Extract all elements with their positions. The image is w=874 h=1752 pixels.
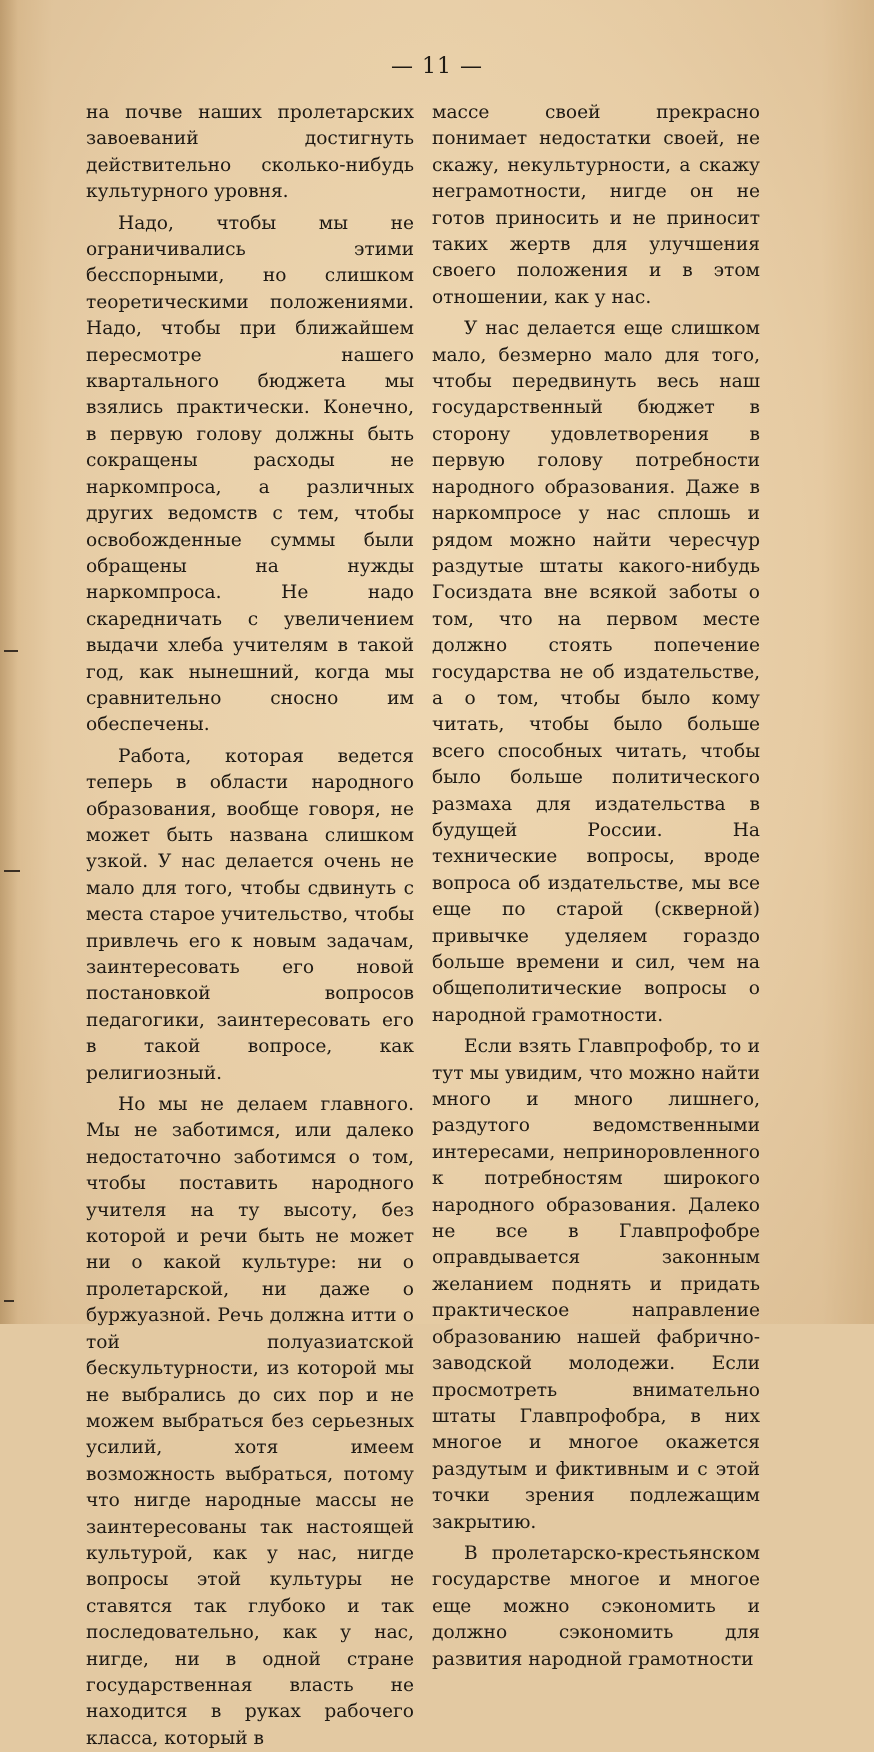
left-paragraph-4: Но мы не делаем главного. Мы не заботимся, или далеко недостаточно заботимся о том, чтобы поставить народного учителя на ту высоту, без которой и речи быть не может ни о какой культуре: ни о пролетарской, ни даже о буржуазной. Речь должна итти о той полуазиатской бескультурности, из которой мы не выбрались до сих пор и не можем выбраться без серьезных усилий, хотя имеем возможность выбраться, потому что нигде народные массы не заинтересованы так настоящей культурой, как у нас, нигде вопросы этой культуры не ставятся так глубоко и так последовательно, как у нас, нигде, ни в одной стране государственная власть не находится в руках рабочего класса, который в xyxy=(86,1094,414,1749)
page-number: — 11 — xyxy=(391,54,483,79)
left-paragraph-2: Надо, чтобы мы не ограничивались этими бесспорными, но слишком теоретическими положениями. Надо, чтобы при ближайшем пересмотре нашего квартального бюджета мы взялись практически. Конечно, в первую голову должны быть сокращены расходы не наркомпроса, а различных других ведомств с тем, чтобы освобожденные суммы были обращены на нужды наркомпроса. Не надо скаредничать с увеличением выдачи хлеба учителям в такой год, как нынешний, когда мы сравнительно сносно им обеспечены. xyxy=(86,212,414,736)
left-column xyxy=(86,100,414,1752)
margin-mark-left-3 xyxy=(4,1300,14,1302)
margin-mark-left-1 xyxy=(4,650,18,652)
left-paragraph-3: Работа, которая ведется теперь в области народного образования, вообще говоря, не может быть названа слишком узкой. У нас делается очень не мало для того, чтобы сдвинуть с места старое учительство, чтобы привлечь его к новым задачам, заинтересовать его новой постановкой вопросов педагогики, заинтересовать его в такой вопросе, как религиозный. xyxy=(86,745,414,1084)
page-edge-shadow xyxy=(0,0,18,1324)
right-paragraph-2: У нас делается еще слишком мало, безмерно мало для того, чтобы передвинуть весь наш государственный бюджет в сторону удовлетворения в первую голову потребности народного образования. Даже в наркомпросе у нас сплошь и рядом можно найти чересчур раздутые штаты какого-нибудь Госиздата вне всякой заботы о том, что на первом месте должно стоять попечение государства не об издательстве, а о том, чтобы было кому читать, чтобы было больше всего способных читать, чтобы было больше политического размаха для издательства в будущей России. На технические вопросы, вроде вопроса об издательстве, мы все еще по старой (скверной) привычке уделяем гораздо больше времени и сил, чем на общеполитические вопросы о народной грамотности. xyxy=(432,318,760,1026)
right-paragraph-3: Если взять Главпрофобр, то и тут мы увидим, что можно найти много и много лишнего, раздутого ведомственными интересами, неприноровленного к потребностям широкого народного образования. Далеко не все в Главпрофобре оправдывается законным желанием поднять и придать практическое направление образованию нашей фабрично-заводской молодежи. Если просмотреть внимательно штаты Главпрофобра, в них многое и многое окажется раздутым и фиктивным и с этой точки зрения подлежащим закрытию. xyxy=(432,1036,760,1533)
right-column xyxy=(432,100,760,1673)
right-paragraph-1: массе своей прекрасно понимает недостатки своей, не скажу, некультурности, а скажу неграмотности, нигде он не готов приносить и не приносит таких жертв для улучшения своего положения и в этом отношении, как у нас. xyxy=(432,102,760,308)
right-paragraph-4: В пролетарско-крестьянском государстве многое и многое еще можно сэкономить и должно сэкономить для развития народной грамотности xyxy=(432,1542,760,1670)
margin-mark-left-2 xyxy=(4,870,20,872)
left-paragraph-1: на почве наших пролетарских завоеваний достигнуть действительно сколько-нибудь культурного уровня. xyxy=(86,102,414,203)
